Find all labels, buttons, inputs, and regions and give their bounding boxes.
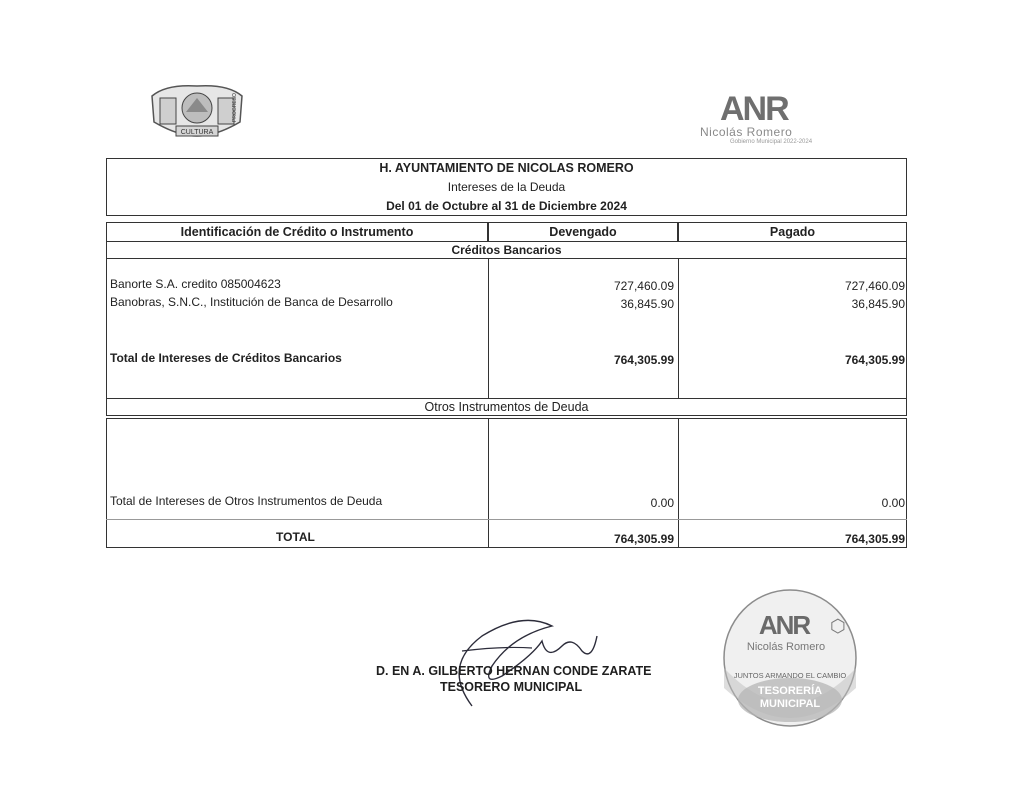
stamp-dept-line2: MUNICIPAL [759,698,821,710]
column-divider [678,418,679,548]
logo-caption: Gobierno Municipal 2022-2024 [730,139,813,145]
row-banorte-devengado: 727,460.09 [613,279,674,293]
total-otros-pagado: 0.00 [881,496,905,510]
total-bancarios-devengado: 764,305.99 [613,353,674,367]
total-otros-devengado: 0.00 [650,496,674,510]
signatory-title: TESORERO MUNICIPAL [440,680,583,694]
column-divider [488,258,489,399]
stamp-brand: ANR [758,610,810,640]
grand-total-pagado: 764,305.99 [844,532,905,546]
svg-text:PROGRESO: PROGRESO [232,93,238,122]
header-cell-instrument: Identificación de Crédito o Instrumento [106,222,488,242]
row-banobras-pagado: 36,845.90 [851,297,905,311]
total-bancarios-label: Total de Intereses de Créditos Bancarios [110,351,342,365]
svg-text:CULTURA: CULTURA [180,129,214,136]
handwritten-signature [432,606,612,716]
entity-title: H. AYUNTAMIENTO DE NICOLAS ROMERO [379,161,634,175]
logo-name: Nicolás Romero [700,125,793,139]
stamp-motto: JUNTOS ARMANDO EL CAMBIO [733,671,847,680]
svg-text:⬡: ⬡ [830,616,846,636]
otros-body [106,418,907,548]
row-banorte-pagado: 727,460.09 [844,279,905,293]
section-otros-instrumentos: Otros Instrumentos de Deuda [106,398,907,416]
tesoreria-stamp [722,588,858,728]
column-divider [678,258,679,399]
grand-total-label: TOTAL [276,530,315,544]
section-creditos-bancarios: Créditos Bancarios [106,241,907,259]
logo-brand: ANR [720,90,788,128]
header-cell-devengado: Devengado [488,222,678,242]
stamp-name: Nicolás Romero [746,641,826,653]
row-divider [106,519,907,520]
report-title-block [106,158,907,216]
column-divider [488,418,489,548]
signatory-name: D. EN A. GILBERTO HERNAN CONDE ZARATE [376,664,652,678]
row-banobras-name: Banobras, S.N.C., Institución de Banca de Desarrollo [110,295,393,309]
stamp-dept-line1: TESORERÍA [757,685,823,697]
municipal-crest-logo [146,78,248,142]
grand-total-devengado: 764,305.99 [613,532,674,546]
row-banorte-name: Banorte S.A. credito 085004623 [110,277,281,291]
total-bancarios-pagado: 764,305.99 [844,353,905,367]
report-title: Intereses de la Deuda [447,180,566,194]
total-otros-label: Total de Intereses de Otros Instrumentos de Deuda [110,494,383,508]
header-cell-pagado: Pagado [678,222,907,242]
report-period: Del 01 de Octubre al 31 de Diciembre 2024 [386,199,627,213]
anr-nicolas-romero-logo [700,92,850,148]
row-banobras-devengado: 36,845.90 [620,297,674,311]
